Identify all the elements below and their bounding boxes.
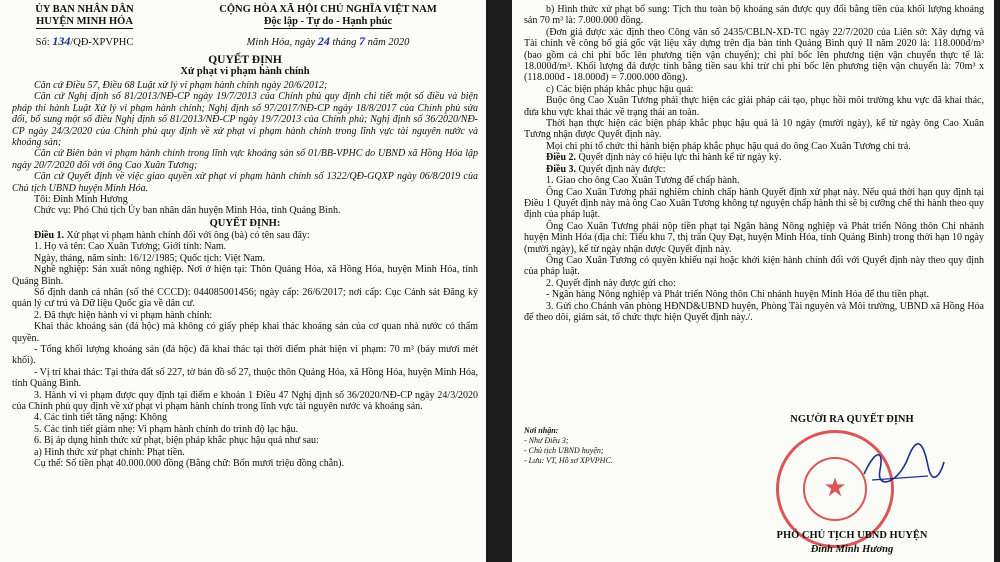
delivery-1: 1. Giao cho ông Cao Xuân Tương để chấp hành. bbox=[546, 175, 740, 187]
violation-location: - Vị trí khai thác: Tại thửa đất số 227, tờ bản đồ số 27, thuộc thôn Quảng Hóa, xã Hồng Hóa, huyện Minh Hóa, tỉnh Quảng Bình. bbox=[12, 366, 478, 390]
national-motto: Độc lập - Tự do - Hạnh phúc bbox=[263, 16, 393, 27]
seal-star-icon: ★ bbox=[823, 473, 847, 502]
decision-page-2 bbox=[512, 0, 994, 562]
document-subtitle: Xử phạt vi phạm hành chính bbox=[180, 66, 310, 77]
article-1 bbox=[12, 230, 478, 241]
article-1-label: Điều 1. bbox=[34, 229, 64, 241]
decide-heading: QUYẾT ĐỊNH: bbox=[209, 217, 281, 229]
recipients-block bbox=[524, 426, 613, 466]
violation-act: Khai thác khoáng sản (đá hộc) mà không có giấy phép khai thác khoáng sản của cơ quan nhà nước có thẩm quyền. bbox=[12, 321, 478, 344]
violator-occupation: Nghề nghiệp: Sản xuất nông nghiệp. Nơi ở hiện tại: Thôn Quảng Hóa, xã Hồng Hóa, huyện Minh Hóa, tỉnh Quảng Bình. bbox=[12, 264, 478, 287]
nation-name: CỘNG HÒA XÃ HỘI CHỦ NGHĨA VIỆT NAM bbox=[219, 4, 437, 15]
remedial-cost: Mọi chi phí tổ chức thi hành biện pháp khắc phục hậu quả do ông Cao Xuân Tương chi trả. bbox=[546, 140, 911, 152]
article-3 bbox=[524, 164, 984, 175]
authority-line-1: ỦY BAN NHÂN DÂN bbox=[35, 4, 134, 15]
article-2-text: Quyết định này có hiệu lực thi hành kể từ ngày ký. bbox=[576, 152, 782, 164]
authority-line-2: HUYỆN MINH HÓA bbox=[36, 16, 133, 27]
violation-legal-ref: 3. Hành vi vi phạm được quy định tại điểm e khoản 1 Điều 47 Nghị định số 36/2020/NĐ-CP ngày 24/3/2020 của Chính phủ quy định về xử phạt vi phạm hành chính trong lĩnh vực tài nguyên nước và khoáng sản. bbox=[12, 389, 478, 412]
payment-notice: Ông Cao Xuân Tương phải nộp tiền phạt tại Ngân hàng Nông nghiệp và Phát triển Nông thôn Chi nhánh huyện Minh Hóa (địa chỉ: Tiểu khu 7, thị trấn Quy Đạt, huyện Minh Hóa, tỉnh Quảng Bình) trong thời hạn 10 ngày (mười ngày), kể từ ngày nhận được Quyết định này. bbox=[524, 220, 984, 255]
document-title: QUYẾT ĐỊNH bbox=[208, 54, 282, 66]
decision-number bbox=[12, 34, 157, 49]
decision-page-1 bbox=[0, 0, 486, 562]
article-3-text: Quyết định này được: bbox=[576, 163, 666, 175]
signer-title: NGƯỜI RA QUYẾT ĐỊNH bbox=[790, 414, 914, 425]
violation-volume: - Tổng khối lượng khoáng sản (đá hộc) đã khai thác tại thời điểm phát hiện vi phạm: 70 m³ (bảy mươi mét khối). bbox=[12, 343, 478, 367]
price-basis: (Đơn giá được xác định theo Công văn số 2435/CBLN-XD-TC ngày 22/7/2020 của Liên sở: Xây dựng và Tài chính về công bố giá gốc vật liệu xây dựng trên địa bàn tỉnh Quảng Bình quý II năm 2020 là: 118.000đ/m³ (bao gồm cả chi phí bốc lên phương tiện vận chuyển); chi phí bốc lên phương tiện vận chuyển thực tế là: 18.000đ/m³. Khối lượng đá được tính bằng tiền sau khi trừ chi phí bốc lên phương tiện vận chuyển là: 70m³ x (118.000đ - 18.000đ) = 7.000.000 đồng). bbox=[524, 26, 984, 84]
decision-date bbox=[178, 34, 478, 49]
issuing-authority bbox=[12, 4, 157, 29]
recipients-title: Nơi nhận: bbox=[524, 426, 559, 435]
main-sanction: a) Hình thức xử phạt chính: Phạt tiền. bbox=[34, 446, 185, 458]
aggravating-factors: 4. Các tình tiết tăng nặng: Không bbox=[34, 412, 168, 424]
fine-amount: Cụ thể: Số tiền phạt 40.000.000 đồng (Bằng chữ: Bốn mươi triệu đồng chẵn). bbox=[34, 458, 344, 469]
appeal-notice: Ông Cao Xuân Tương có quyền khiếu nại hoặc khởi kiện hành chính đối với Quyết định này theo quy định của pháp luật. bbox=[524, 254, 984, 278]
violator-id: Số định danh cá nhân (số thẻ CCCD): 044085001456; ngày cấp: 26/6/2017; nơi cấp: Cục Cảnh sát Đăng ký quản lý cư trú và Dữ liệu Quốc gia về dân cư. bbox=[12, 286, 478, 310]
legal-basis-1: Căn cứ Điều 57, Điều 68 Luật xử lý vi phạm hành chính ngày 20/6/2012; bbox=[34, 80, 328, 91]
sanctions-heading: 6. Bị áp dụng hình thức xử phạt, biện pháp khắc phục hậu quả như sau: bbox=[34, 435, 319, 447]
number-date-row bbox=[12, 34, 478, 49]
recipient-item: - Chủ tịch UBND huyện; bbox=[524, 446, 604, 455]
legal-basis-4: Căn cứ Quyết định về việc giao quyền xử phạt vi phạm hành chính số 1322/QĐ-GQXP ngày 06/8/2019 của Chủ tịch UBND huyện Minh Hóa. bbox=[12, 171, 478, 194]
date-day: 24 bbox=[317, 34, 330, 48]
date-month: 7 bbox=[359, 34, 365, 48]
article-3-label: Điều 3. bbox=[546, 163, 576, 175]
compliance-notice: Ông Cao Xuân Tương phải nghiêm chỉnh chấp hành Quyết định xử phạt này. Nếu quá thời hạn quy định tại Điều 1 Quyết định này mà ông Cao Xuân Tương không tự nguyện chấp hành thì sẽ bị cưỡng chế thi hành theo quy định của pháp luật. bbox=[524, 186, 984, 221]
violator-name: 1. Họ và tên: Cao Xuân Tương; Giới tính: Nam. bbox=[34, 241, 227, 253]
delivery-3: 3. Gửi cho Chánh văn phòng HĐND&UBND huyện, Phòng Tài nguyên và Môi trường, UBND xã Hồng Hóa để theo dõi, giám sát, tổ chức thực hiện Quyết định này./. bbox=[524, 300, 984, 323]
violation-heading: 2. Đã thực hiện hành vi vi phạm hành chính: bbox=[34, 309, 213, 321]
article-2 bbox=[524, 152, 984, 163]
handwritten-signature bbox=[858, 440, 948, 490]
recipient-item: - Như Điều 3; bbox=[524, 436, 569, 445]
issuer-position: Chức vụ: Phó Chủ tịch Ủy ban nhân dân huyện Minh Hóa, tỉnh Quảng Bình. bbox=[34, 205, 341, 217]
national-heading bbox=[178, 4, 478, 29]
violator-dob: Ngày, tháng, năm sinh: 16/12/1985; Quốc tịch: Việt Nam. bbox=[34, 252, 266, 264]
additional-sanction: b) Hình thức xử phạt bổ sung: Tịch thu toàn bộ khoáng sản được quy đổi bằng tiền của khối lượng khoáng sản 70 m³ là: 7.000.000 đồng. bbox=[524, 4, 984, 27]
remedial-heading: c) Các biện pháp khắc phục hậu quả: bbox=[546, 83, 694, 95]
number-prefix: Số: bbox=[35, 37, 50, 48]
legal-basis-3: Căn cứ Biên bản vi phạm hành chính trong lĩnh vực khoáng sản số 01/BB-VPHC do UBND xã Hồng Hóa lập ngày 20/7/2020 đối với ông Cao Xuân Tương; bbox=[12, 148, 478, 171]
article-2-label: Điều 2. bbox=[546, 152, 576, 164]
number-handwritten: 134 bbox=[52, 34, 71, 48]
delivery-bank: - Ngân hàng Nông nghiệp và Phát triển Nông thôn Chi nhánh huyện Minh Hóa để thu tiền phạt. bbox=[546, 289, 929, 301]
date-prefix: Minh Hóa, ngày bbox=[246, 37, 316, 48]
issuer-name: Tôi: Đinh Minh Hương bbox=[34, 194, 128, 206]
legal-basis-2: Căn cứ Nghị định số 81/2013/NĐ-CP ngày 19/7/2013 của Chính phủ quy định chi tiết một số điều và biện pháp thi hành Luật Xử lý vi phạm hành chính; Nghị định số 97/2017/NĐ-CP ngày 18/8/2017 của Chính phủ sửa đổi, bổ sung một số điều Nghị định số 81/2013/NĐ-CP ngày 19/7/2013 của Chính phủ; Nghị định số 36/2020/NĐ-CP ngày 24/3/2020 của Chính phủ quy định về xử phạt vi phạm hành chính trong lĩnh vực tài nguyên nước và khoáng sản; bbox=[12, 91, 478, 149]
remedial-measure: Buộc ông Cao Xuân Tương phải thực hiện các giải pháp cải tạo, phục hồi môi trường khu vực đã khai thác, đưa khu vực khai thác về trạng thái an toàn. bbox=[524, 95, 984, 118]
delivery-2: 2. Quyết định này được gửi cho: bbox=[546, 277, 676, 289]
number-suffix: /QĐ-XPVPHC bbox=[70, 37, 134, 48]
signer-name: Đinh Minh Hương bbox=[810, 544, 894, 555]
date-year: năm 2020 bbox=[367, 37, 410, 48]
signer-position: PHÓ CHỦ TỊCH UBND HUYỆN bbox=[776, 530, 928, 541]
remedial-deadline: Thời hạn thực hiện các biện pháp khắc phục hậu quả là 10 ngày (mười ngày), kể từ ngày ông Cao Xuân Tương nhận được Quyết định này. bbox=[524, 118, 984, 141]
date-month-label: tháng bbox=[332, 37, 357, 48]
document-header bbox=[12, 4, 478, 29]
article-1-text: Xử phạt vi phạm hành chính đối với ông (bà) có tên sau đây: bbox=[64, 229, 310, 241]
mitigating-factors: 5. Các tình tiết giảm nhẹ: Vi phạm hành chính do trình độ lạc hậu. bbox=[34, 423, 299, 435]
recipient-item: - Lưu: VT, Hồ sơ XPVPHC. bbox=[524, 456, 613, 465]
